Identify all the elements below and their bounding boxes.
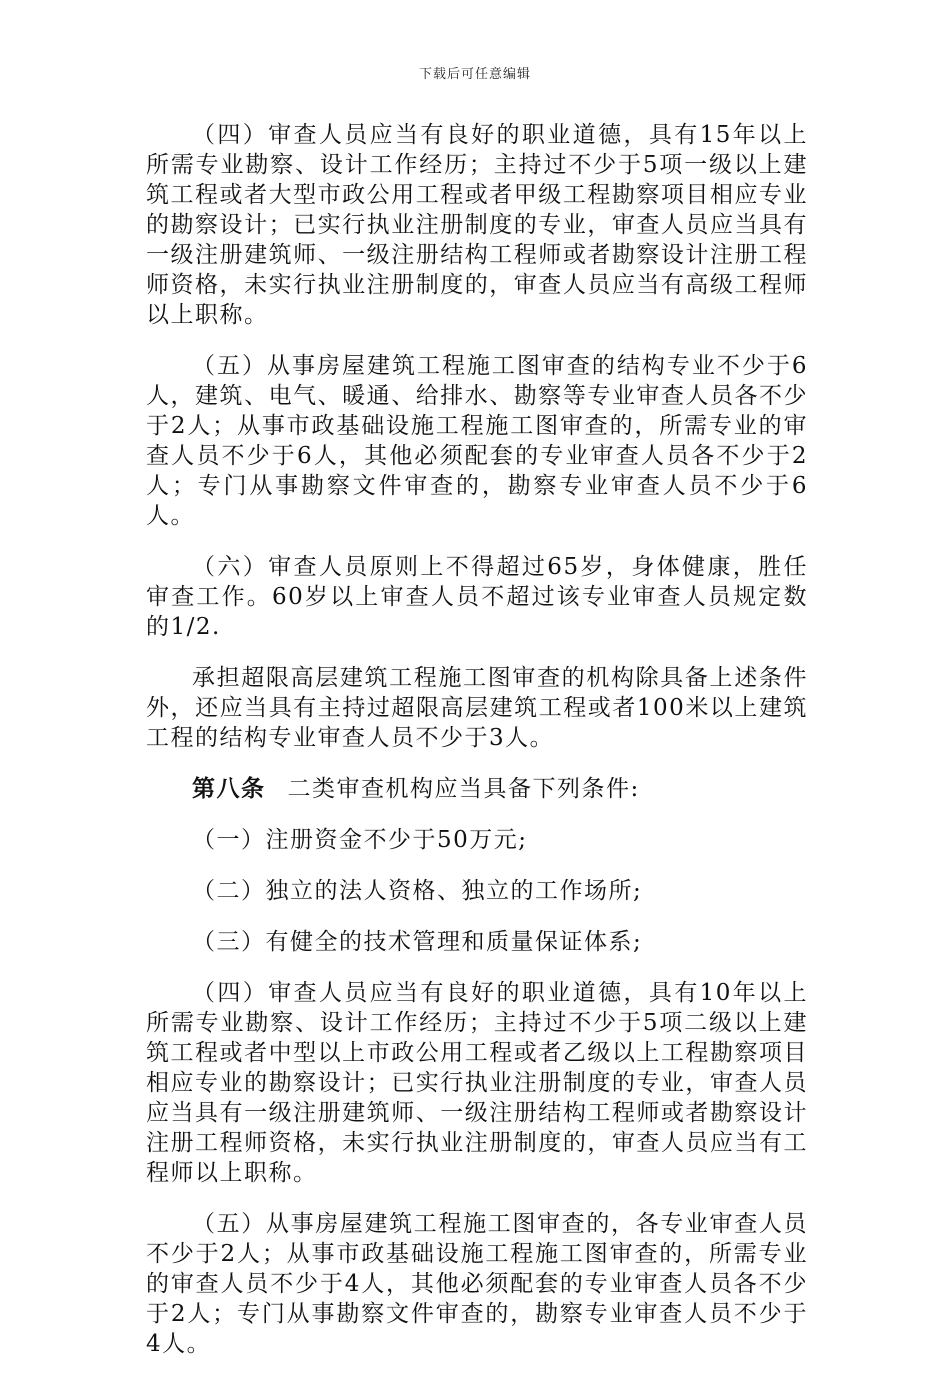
paragraph-super-high-rise: 承担超限高层建筑工程施工图审查的机构除具备上述条件外，还应当具有主持过超限高层建筑工程或者100米以上建筑工程的结构专业审查人员不少于3人。 [146,665,808,751]
article-8-item-1: （一）注册资金不少于50万元; [192,827,528,853]
article-8 [146,774,808,804]
article-8-heading: 第八条 [192,776,266,802]
article-8-item-2: （二）独立的法人资格、独立的工作场所; [192,878,643,904]
article-8-item-4: （四）审查人员应当有良好的职业道德，具有10年以上所需专业勘察、设计工作经历；主持过不少于5项二级以上建筑工程或者中型以上市政公用工程或者乙级以上工程勘察项目相应专业的勘察设计；已实行执业注册制度的专业，审查人员应当具有一级注册建筑师、一级注册结构工程师或者勘察设计注册工程师资格，未实行执业注册制度的，审查人员应当有工程师以上职称。 [146,980,808,1186]
article-8-item-3: （三）有健全的技术管理和质量保证体系; [192,929,643,955]
paragraph-item-4: （四）审查人员应当有良好的职业道德，具有15年以上所需专业勘察、设计工作经历；主持过不少于5项一级以上建筑工程或者大型市政公用工程或者甲级工程勘察项目相应专业的勘察设计；已实行执业注册制度的专业，审查人员应当具有一级注册建筑师、一级注册结构工程师或者勘察设计注册工程师资格，未实行执业注册制度的，审查人员应当有高级工程师以上职称。 [146,122,808,328]
paragraph-item-6: （六）审查人员原则上不得超过65岁，身体健康，胜任审查工作。60岁以上审查人员不超过该专业审查人员规定数的1/2. [146,554,808,640]
document-body [146,120,808,1380]
page-header: 下载后可任意编辑 [418,67,531,82]
article-8-item-5: （五）从事房屋建筑工程施工图审查的，各专业审查人员不少于2人；从事市政基础设施工程施工图审查的，所需专业的审查人员不少于4人，其他必须配套的专业审查人员各不少于2人；专门从事勘察文件审查的，勘察专业审查人员不少于4人。 [146,1211,808,1357]
article-8-text: 二类审查机构应当具备下列条件: [287,776,640,802]
paragraph-item-5: （五）从事房屋建筑工程施工图审查的结构专业不少于6人，建筑、电气、暖通、给排水、勘察等专业审查人员各不少于2人；从事市政基础设施工程施工图审查的，所需专业的审查人员不少于6人，其他必须配套的专业审查人员各不少于2人；专门从事勘察文件审查的，勘察专业审查人员不少于6人。 [146,353,808,529]
